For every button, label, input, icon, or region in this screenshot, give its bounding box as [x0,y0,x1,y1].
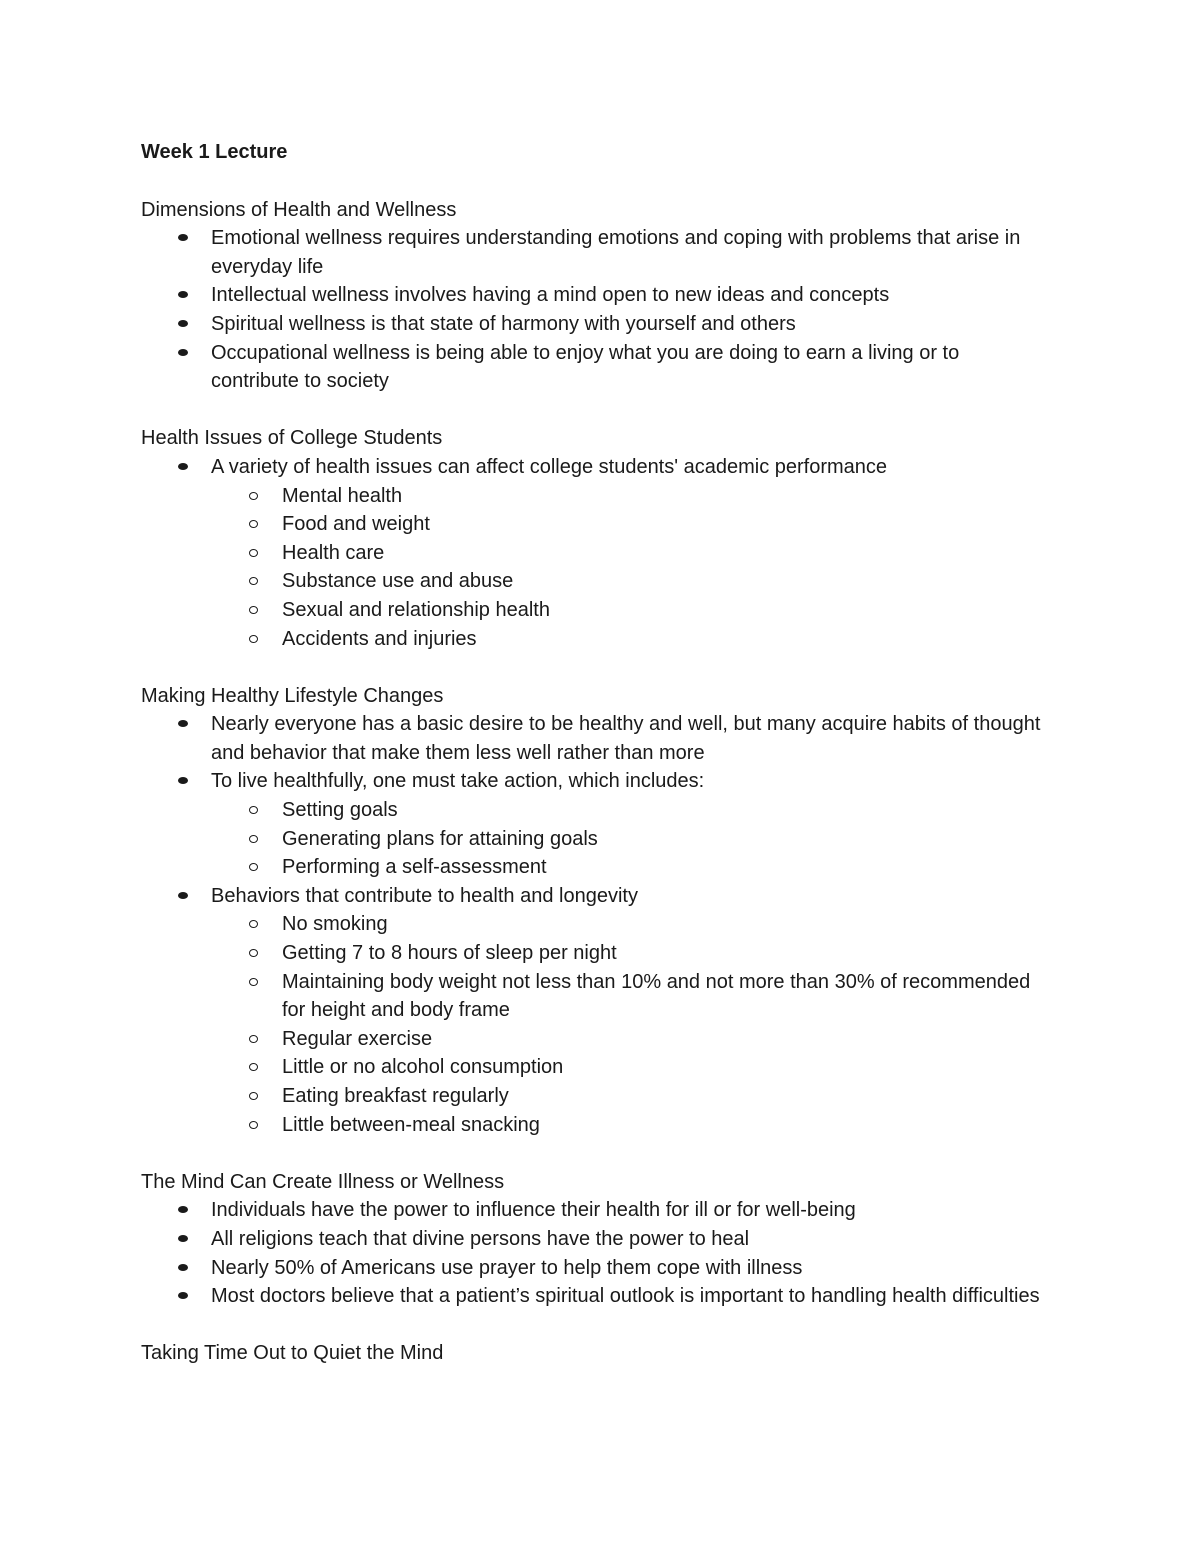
sub-list-item [211,1053,1041,1082]
hollow-bullet-icon [249,863,258,871]
filled-bullet-icon [178,1292,188,1299]
section-heading: The Mind Can Create Illness or Wellness [141,1170,505,1193]
hollow-bullet-icon [249,920,258,928]
sub-list-item [211,968,1041,1025]
section-heading: Health Issues of College Students [141,427,443,450]
sub-list-item-text: Food and weight [282,513,430,536]
list-item [141,224,1041,281]
list-item-text: Behaviors that contribute to health and longevity [211,884,638,907]
document-page [141,138,1041,1397]
sub-list-item [211,567,1041,596]
hollow-bullet-icon [249,1035,258,1043]
list-item-text: Nearly everyone has a basic desire to be healthy and well, but many acquire habits of thought and behavior that make them less well rather than more [211,713,1041,764]
section [141,196,1041,396]
sub-list-item [211,510,1041,539]
list-item-text: To live healthfully, one must take action, which includes: [211,770,705,793]
hollow-bullet-icon [249,1121,258,1129]
filled-bullet-icon [178,892,188,899]
section [141,424,1041,653]
section-heading: Dimensions of Health and Wellness [141,198,457,221]
list-item-text: Emotional wellness requires understanding emotions and coping with problems that arise in everyday life [211,227,1021,278]
list-item [141,281,1041,310]
sub-list-item-text: Regular exercise [282,1027,433,1050]
sub-list-item [211,539,1041,568]
sub-list-item [211,1111,1041,1140]
hollow-bullet-icon [249,492,258,500]
sub-list-item [211,825,1041,854]
hollow-bullet-icon [249,606,258,614]
list-item-text: All religions teach that divine persons have the power to heal [211,1227,750,1250]
hollow-bullet-icon [249,577,258,585]
hollow-bullet-icon [249,549,258,557]
section-heading: Taking Time Out to Quiet the Mind [141,1342,444,1365]
sub-list-item-text: Mental health [282,484,403,507]
filled-bullet-icon [178,463,188,470]
sub-list-item [211,482,1041,511]
list-item [141,1282,1041,1311]
sub-list-item-text: Little between-meal snacking [282,1113,540,1136]
filled-bullet-icon [178,1206,188,1213]
filled-bullet-icon [178,777,188,784]
list-item [141,339,1041,396]
sub-list-item [211,910,1041,939]
list-item-text: Most doctors believe that a patient’s spiritual outlook is important to handling health difficulties [211,1285,1040,1308]
sub-list-item-text: Sexual and relationship health [282,598,550,621]
filled-bullet-icon [178,234,188,241]
sub-list-item-text: Health care [282,541,385,564]
sub-list-item [211,939,1041,968]
list-item [141,882,1041,911]
hollow-bullet-icon [249,520,258,528]
list-item [141,310,1041,339]
hollow-bullet-icon [249,1092,258,1100]
document-title: Week 1 Lecture [141,141,288,163]
sublist-container [141,910,1041,1139]
list-item-text: A variety of health issues can affect college students' academic performance [211,455,888,478]
list-item-text: Intellectual wellness involves having a mind open to new ideas and concepts [211,284,890,307]
list-item-text: Occupational wellness is being able to enjoy what you are doing to earn a living or to contribute to society [211,341,960,393]
section [141,1168,1041,1311]
sub-bullet-list [211,910,1041,1139]
list-item-text: Nearly 50% of Americans use prayer to help them cope with illness [211,1256,803,1279]
bullet-list [141,453,1041,653]
sub-list-item-text: Setting goals [282,799,398,822]
section-heading: Making Healthy Lifestyle Changes [141,684,444,707]
sub-list-item [211,625,1041,654]
filled-bullet-icon [178,320,188,327]
sub-list-item-text: Substance use and abuse [282,570,514,593]
sublist-container [141,796,1041,882]
sub-list-item-text: Getting 7 to 8 hours of sleep per night [282,942,617,965]
hollow-bullet-icon [249,806,258,814]
list-item [141,453,1041,482]
hollow-bullet-icon [249,949,258,957]
list-item [141,1196,1041,1225]
sublist-container [141,482,1041,654]
sub-list-item [211,796,1041,825]
sub-list-item [211,853,1041,882]
section [141,1339,1041,1368]
list-item [141,710,1041,767]
bullet-list [141,224,1041,396]
hollow-bullet-icon [249,978,258,986]
sub-list-item-text: Performing a self-assessment [282,856,547,879]
bullet-list [141,1196,1041,1310]
sub-list-item-text: Accidents and injuries [282,627,477,650]
filled-bullet-icon [178,1235,188,1242]
hollow-bullet-icon [249,635,258,643]
sub-list-item-text: Generating plans for attaining goals [282,827,598,850]
sub-bullet-list [211,482,1041,654]
sub-list-item-text: No smoking [282,913,388,936]
sub-list-item-text: Eating breakfast regularly [282,1085,509,1107]
filled-bullet-icon [178,349,188,356]
hollow-bullet-icon [249,835,258,843]
bullet-list [141,710,1041,1139]
sub-list-item [211,596,1041,625]
filled-bullet-icon [178,720,188,727]
list-item [141,1225,1041,1254]
hollow-bullet-icon [249,1063,258,1071]
sub-list-item [211,1025,1041,1054]
list-item [141,1254,1041,1283]
list-item-text: Individuals have the power to influence their health for ill or for well-being [211,1199,856,1222]
sub-list-item-text: Little or no alcohol consumption [282,1056,564,1079]
sub-list-item [211,1082,1041,1111]
filled-bullet-icon [178,291,188,298]
list-item-text: Spiritual wellness is that state of harmony with yourself and others [211,312,796,335]
list-item [141,767,1041,796]
document-body [141,196,1041,1368]
section [141,682,1041,1140]
sub-bullet-list [211,796,1041,882]
sub-list-item-text: Maintaining body weight not less than 10% and not more than 30% of recommended for height and body frame [282,970,1031,1022]
filled-bullet-icon [178,1264,188,1271]
